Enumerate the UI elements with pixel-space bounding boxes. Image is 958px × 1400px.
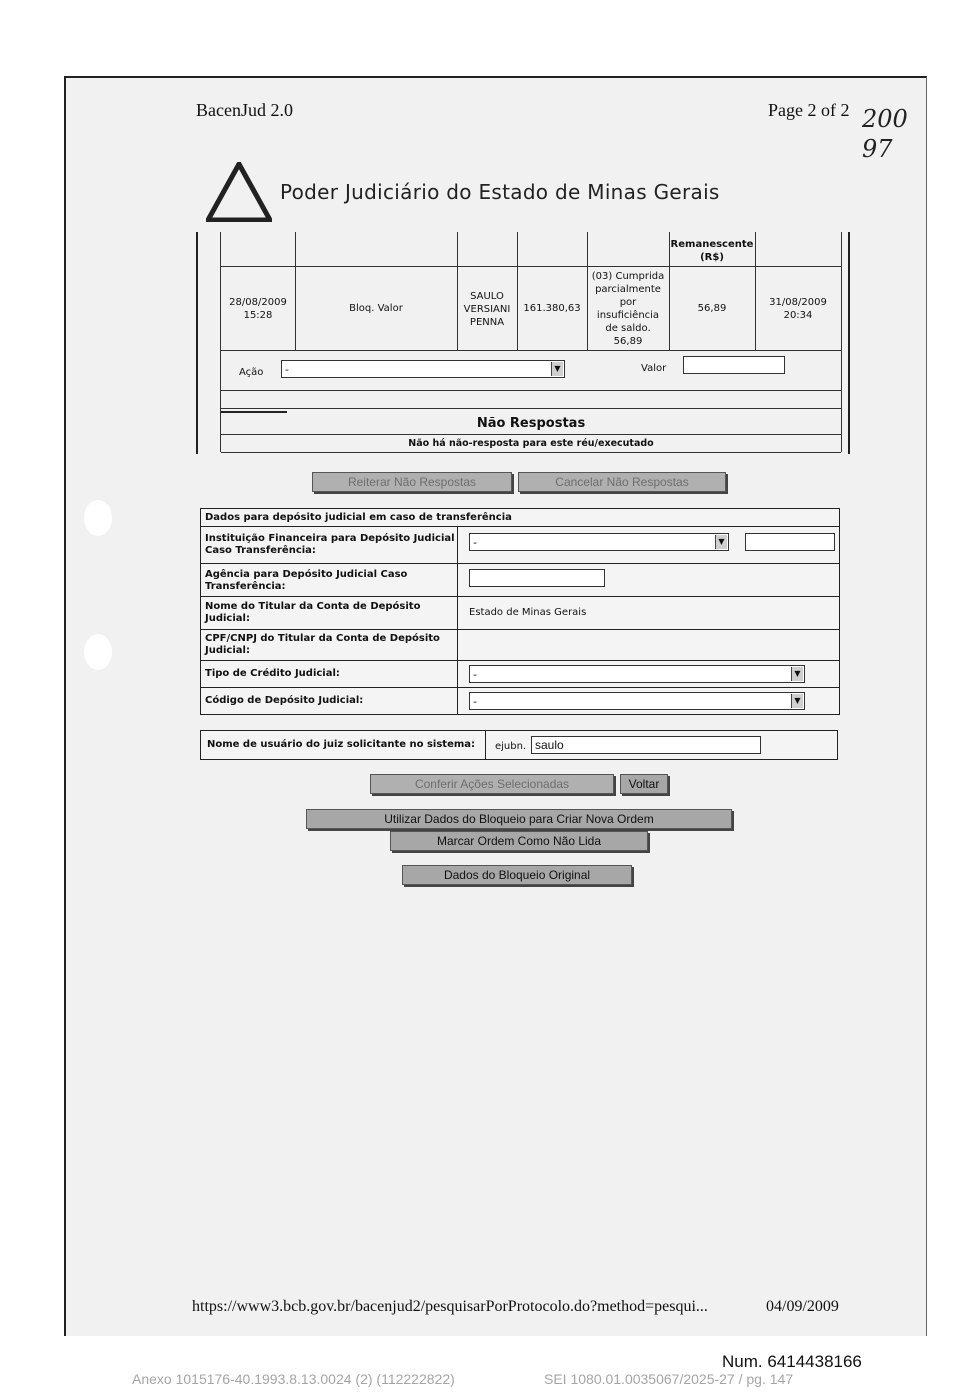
instituicao-row — [201, 526, 839, 563]
usuario-input[interactable]: saulo — [531, 736, 761, 754]
reiterar-nao-respostas-button[interactable]: Reiterar Não Respostas — [312, 472, 512, 492]
sei-reference: SEI 1080.01.0035067/2025-27 / pg. 147 — [544, 1371, 794, 1387]
organization-name: Poder Judiciário do Estado de Minas Gerais — [280, 180, 720, 204]
marcar-nao-lida-button[interactable]: Marcar Ordem Como Não Lida — [390, 831, 648, 851]
results-inner — [220, 232, 842, 452]
court-logo-icon — [206, 162, 272, 222]
page-indicator: Page 2 of 2 — [768, 100, 850, 120]
anexo-reference: Anexo 1015176-40.1993.8.13.0024 (2) (112222822) — [132, 1371, 455, 1387]
app-title: BacenJud 2.0 — [196, 100, 293, 120]
usuario-label: Nome de usuário do juiz solicitante no sistema: — [207, 739, 476, 750]
defendant-name: SAULO VERSIANI PENNA — [463, 291, 511, 328]
action-select[interactable] — [281, 360, 565, 378]
results-table — [196, 232, 850, 454]
remaining-value: 56,89 — [697, 303, 727, 314]
voltar-button[interactable]: Voltar — [620, 774, 668, 794]
agencia-label: Agência para Depósito Judicial Caso Transferência: — [205, 569, 408, 592]
action-select-value: - — [285, 363, 289, 376]
remaining-header: Remanescente (R$) — [670, 239, 754, 263]
punch-hole — [84, 500, 112, 536]
titular-value: Estado de Minas Gerais — [469, 607, 587, 618]
cpf-row — [201, 629, 839, 660]
chevron-down-icon: ▼ — [715, 535, 727, 549]
action-label: Ação — [239, 367, 264, 378]
chevron-down-icon: ▼ — [551, 362, 563, 376]
titular-row — [201, 596, 839, 629]
block-datetime: 28/08/2009 15:28 — [229, 297, 287, 321]
conferir-acoes-button[interactable]: Conferir Ações Selecionadas — [370, 774, 614, 794]
block-status: (03) Cumprida parcialmente por insuficiência de saldo. 56,89 — [591, 271, 665, 347]
deposito-title-row — [201, 509, 839, 526]
codigo-label: Código de Depósito Judicial: — [205, 695, 364, 706]
block-type: Bloq. Valor — [349, 303, 403, 314]
document-number: Num. 6414438166 — [722, 1352, 862, 1371]
codigo-row — [201, 687, 839, 714]
deposito-form — [200, 508, 840, 715]
block-amount: 161.380,63 — [523, 303, 581, 314]
codigo-deposito-select[interactable] — [469, 692, 805, 710]
dados-bloqueio-original-button[interactable]: Dados do Bloqueio Original — [402, 865, 632, 885]
instituicao-code-input[interactable] — [745, 533, 835, 551]
chevron-down-icon: ▼ — [791, 667, 803, 681]
footer-url: https://www3.bcb.gov.br/bacenjud2/pesquisarPorProtocolo.do?method=pesqui... — [192, 1298, 708, 1315]
chevron-down-icon: ▼ — [791, 694, 803, 708]
tipo-credito-value: - — [473, 668, 477, 681]
response-datetime: 31/08/2009 20:34 — [769, 297, 827, 321]
instituicao-select[interactable] — [469, 533, 729, 551]
nao-respostas-title: Não Respostas — [476, 416, 586, 431]
handwritten-number-2: 97 — [862, 135, 893, 163]
footer-date: 04/09/2009 — [766, 1298, 839, 1315]
valor-label: Valor — [641, 363, 667, 374]
handwritten-note — [862, 104, 908, 164]
tipo-credito-select[interactable] — [469, 665, 805, 683]
usuario-row — [200, 730, 838, 760]
punch-hole — [84, 634, 112, 670]
instituicao-label: Instituição Financeira para Depósito Judicial Caso Transferência: — [205, 533, 455, 556]
agencia-row — [201, 563, 839, 596]
utilizar-dados-button[interactable]: Utilizar Dados do Bloqueio para Criar Nova Ordem — [306, 809, 732, 829]
titular-label: Nome do Titular da Conta de Depósito Judicial: — [205, 601, 421, 624]
valor-input[interactable] — [683, 356, 785, 374]
codigo-deposito-value: - — [473, 695, 477, 708]
deposito-title: Dados para depósito judicial em caso de transferência — [205, 512, 512, 523]
instituicao-select-value: - — [473, 536, 477, 549]
cpf-label: CPF/CNPJ do Titular da Conta de Depósito Judicial: — [205, 633, 440, 656]
agencia-input[interactable] — [469, 569, 605, 587]
usuario-prefix: ejubn. — [495, 741, 527, 752]
handwritten-number-1: 200 — [862, 105, 908, 133]
nao-respostas-message: Não há não-resposta para este réu/executado — [408, 438, 654, 449]
tipo-row — [201, 660, 839, 687]
tipo-label: Tipo de Crédito Judicial: — [205, 668, 340, 679]
cancelar-nao-respostas-button[interactable]: Cancelar Não Respostas — [518, 472, 726, 492]
